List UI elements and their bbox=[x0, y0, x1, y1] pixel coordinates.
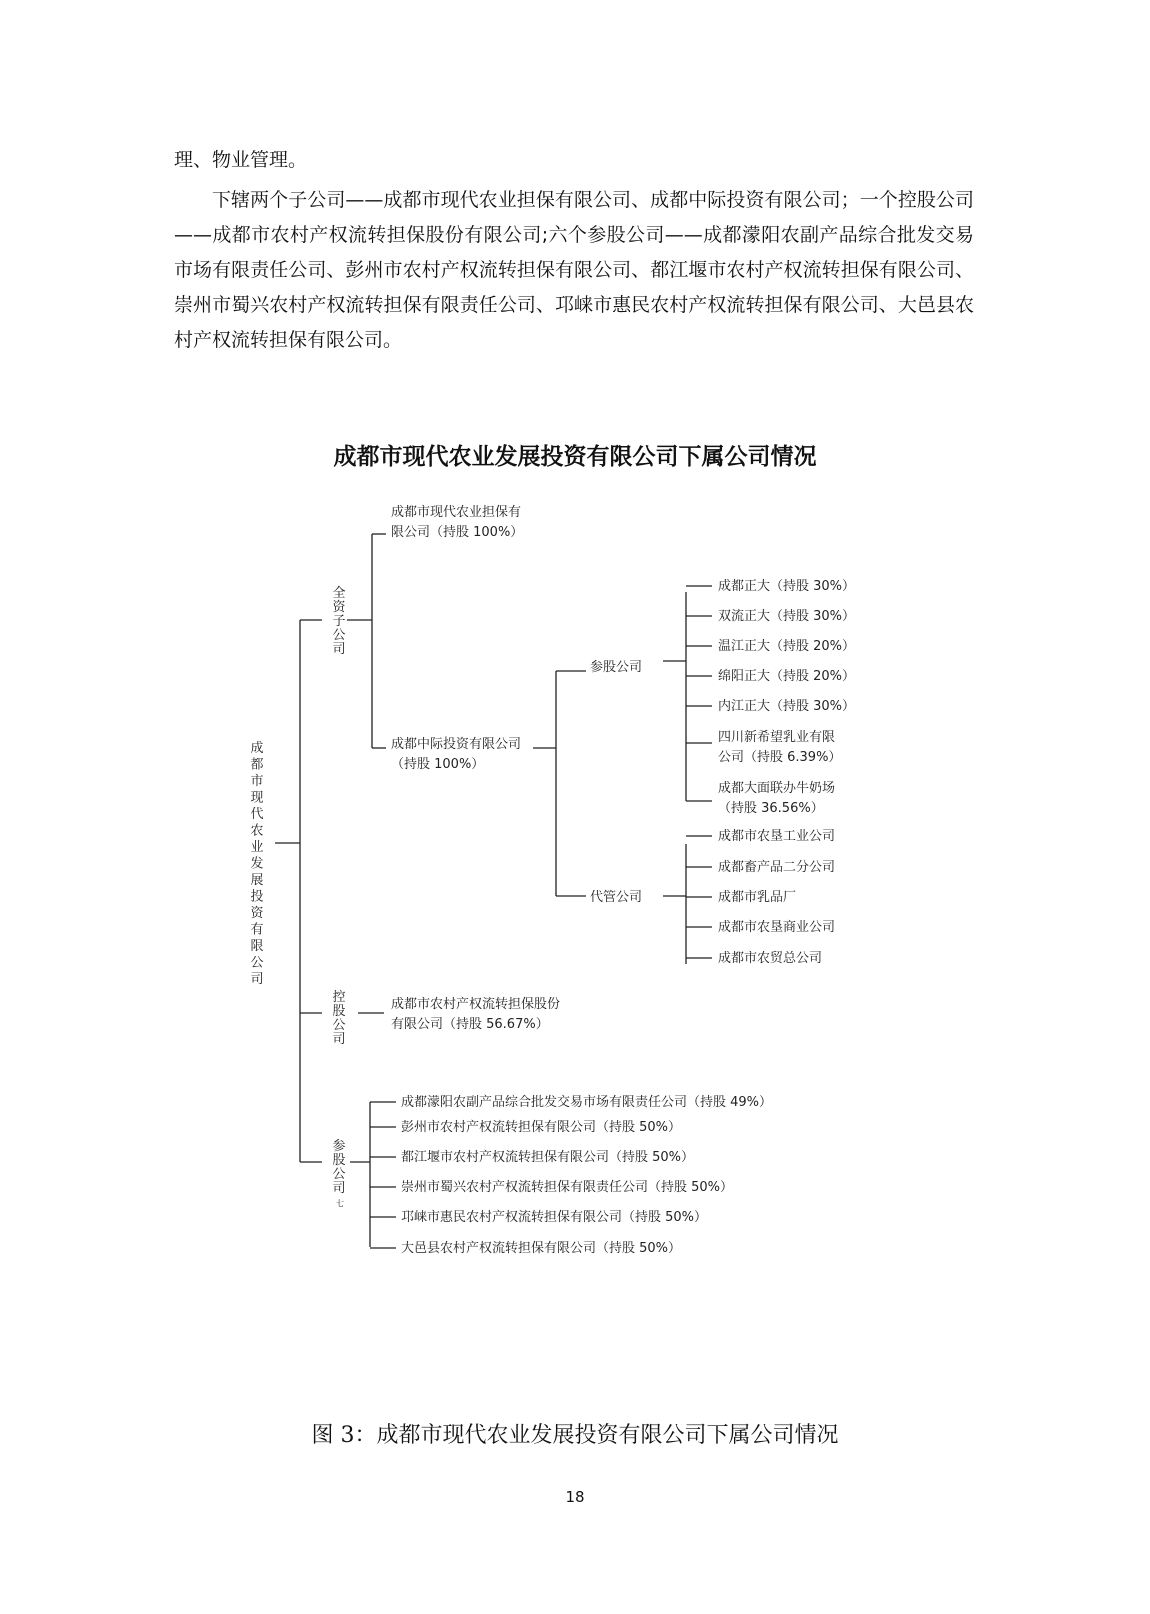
root-company-label: 成 bbox=[250, 741, 264, 756]
managed-item-label: 成都市农垦工业公司 bbox=[718, 829, 836, 844]
holding-group-label: 股 bbox=[332, 1004, 346, 1019]
paragraph-1: 理、物业管理。 bbox=[174, 149, 308, 171]
wholly-owned-group-label: 资 bbox=[332, 600, 346, 615]
root-company-label: 发 bbox=[250, 856, 264, 872]
figure-caption: 图 3：成都市现代农业发展投资有限公司下属公司情况 bbox=[311, 1423, 839, 1448]
participating-group-mark: 七 bbox=[336, 1199, 344, 1208]
participating-company-label: 彭州市农村产权流转担保有限公司（持股 50%） bbox=[401, 1120, 682, 1135]
holding-company-label: 有限公司（持股 56.67%） bbox=[391, 1017, 549, 1032]
root-company-label: 投 bbox=[250, 889, 264, 905]
root-company-label: 现 bbox=[250, 790, 264, 806]
root-company-label: 有 bbox=[250, 922, 264, 938]
guarantee-company-label: 成都市现代农业担保有 bbox=[391, 505, 522, 520]
zhongji-company-label: 成都中际投资有限公司 bbox=[391, 737, 522, 752]
managed-item-label: 成都市农贸总公司 bbox=[718, 951, 823, 966]
guarantee-company-label: 限公司（持股 100%） bbox=[391, 525, 524, 540]
managed-item-label: 成都市农垦商业公司 bbox=[718, 920, 836, 935]
participating-group-label: 股 bbox=[332, 1153, 346, 1168]
root-company-label: 公 bbox=[250, 955, 264, 971]
participating-item-label: 双流正大（持股 30%） bbox=[718, 609, 856, 624]
participating-company-label: 邛崃市惠民农村产权流转担保有限公司（持股 50%） bbox=[401, 1210, 708, 1225]
participating-item-label: 成都大面联办牛奶场 bbox=[718, 781, 836, 796]
root-company-label: 资 bbox=[250, 906, 264, 921]
root-company-label: 业 bbox=[250, 840, 264, 855]
holding-group-label: 司 bbox=[332, 1032, 346, 1047]
participating-company-label: 都江堰市农村产权流转担保有限公司（持股 50%） bbox=[401, 1150, 695, 1165]
participating-item-label: 成都正大（持股 30%） bbox=[718, 579, 856, 594]
managed-item-label: 成都畜产品二分公司 bbox=[718, 860, 836, 875]
participating-item-label: 内江正大（持股 30%） bbox=[718, 699, 856, 714]
participating-company-label: 成都濛阳农副产品综合批发交易市场有限责任公司（持股 49%） bbox=[401, 1095, 773, 1110]
participating-item-label: 绵阳正大（持股 20%） bbox=[718, 669, 856, 684]
root-company-label: 展 bbox=[250, 873, 264, 888]
holding-company-label: 成都市农村产权流转担保股份 bbox=[391, 997, 561, 1012]
root-company-label: 农 bbox=[250, 823, 264, 839]
participating-company-label: 崇州市蜀兴农村产权流转担保有限责任公司（持股 50%） bbox=[401, 1180, 734, 1195]
zhongji-managed-label: 代管公司 bbox=[590, 890, 643, 905]
page-number: 18 bbox=[565, 1488, 585, 1506]
participating-group-label: 公 bbox=[332, 1167, 346, 1182]
holding-group-label: 公 bbox=[332, 1018, 346, 1033]
managed-item-label: 成都市乳品厂 bbox=[718, 890, 797, 905]
zhongji-company-label: （持股 100%） bbox=[391, 757, 485, 772]
root-company-label: 代 bbox=[250, 807, 264, 822]
root-company-label: 都 bbox=[250, 757, 264, 773]
participating-company-label: 大邑县农村产权流转担保有限公司（持股 50%） bbox=[401, 1241, 682, 1256]
root-company-label: 限 bbox=[250, 939, 264, 954]
paragraph-2: 下辖两个子公司——成都市现代农业担保有限公司、成都中际投资有限公司；一个控股公司——成都市农村产权流转担保股份有限公司;六个参股公司——成都濛阳农副产品综合批发交易市场有限责任公司、彭州市农村产权流转担保有限公司、都江堰市农村产权流转担保有限公司、崇州市蜀兴农村产权流转担保有限责任公司、邛崃市惠民农村产权流转担保有限公司、大邑县农村产权流转担保有限公司。 bbox=[174, 189, 974, 351]
wholly-owned-group-label: 全 bbox=[332, 586, 346, 601]
participating-item-label: 公司（持股 6.39%） bbox=[718, 750, 842, 765]
zhongji-participating-label: 参股公司 bbox=[590, 660, 643, 675]
participating-item-label: 温江正大（持股 20%） bbox=[718, 639, 856, 654]
participating-group-label: 司 bbox=[332, 1181, 346, 1196]
holding-group-label: 控 bbox=[332, 990, 346, 1005]
participating-item-label: （持股 36.56%） bbox=[718, 801, 824, 816]
wholly-owned-group-label: 司 bbox=[332, 642, 346, 657]
participating-item-label: 四川新希望乳业有限 bbox=[718, 730, 836, 745]
wholly-owned-group-label: 公 bbox=[332, 628, 346, 643]
root-company-label: 司 bbox=[250, 972, 264, 987]
root-company-label: 市 bbox=[250, 774, 264, 789]
wholly-owned-group-label: 子 bbox=[332, 614, 346, 629]
participating-group-label: 参 bbox=[332, 1139, 346, 1154]
chart-title: 成都市现代农业发展投资有限公司下属公司情况 bbox=[333, 444, 817, 470]
